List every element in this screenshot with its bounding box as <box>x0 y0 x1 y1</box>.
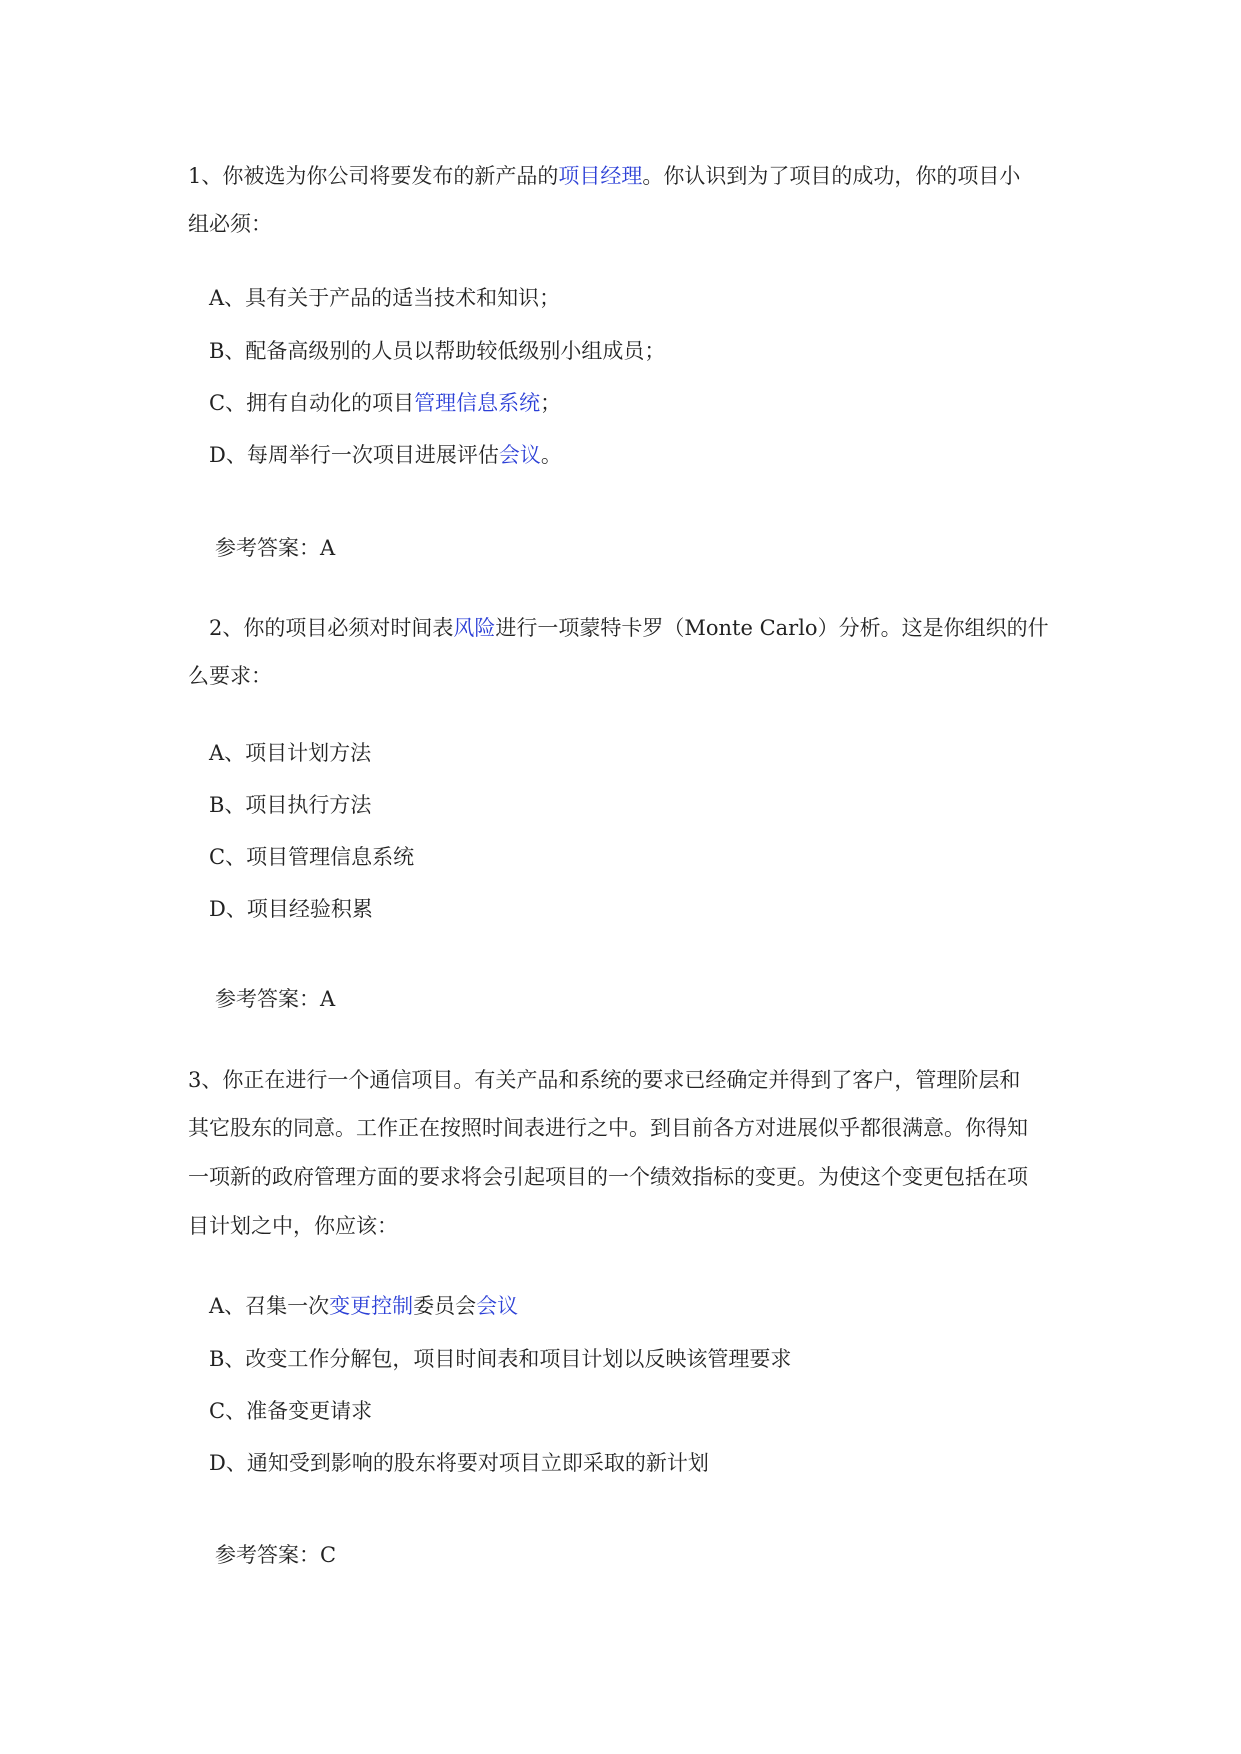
text-run: C、准备变更请求 <box>209 1399 373 1423</box>
text-run: 2、你的项目必须对时间表 <box>209 616 454 640</box>
text-run: B、配备高级别的人员以帮助较低级别小组成员； <box>209 339 666 363</box>
question-3-line-4 <box>188 1212 398 1240</box>
answer-text: 参考答案：C <box>215 1543 337 1567</box>
text-run: 3、你正在进行一个通信项目。有关产品和系统的要求已经确定并得到了客户，管理阶层和 <box>188 1068 1021 1092</box>
text-run: C、拥有自动化的项目 <box>209 391 415 415</box>
question-2-option-b <box>209 791 371 819</box>
question-1-line-1 <box>188 162 1020 190</box>
link-project-manager[interactable]: 项目经理 <box>558 164 643 188</box>
question-2-answer <box>215 985 335 1013</box>
link-change-control[interactable]: 变更控制 <box>329 1294 414 1318</box>
text-run: 么要求： <box>188 664 272 688</box>
question-2-line-1 <box>209 614 1049 642</box>
text-run: D、每周举行一次项目进展评估 <box>209 443 499 467</box>
question-3-option-d <box>209 1449 709 1477</box>
question-2-line-2 <box>188 662 272 690</box>
text-run: 进行一项蒙特卡罗（Monte Carlo）分析。这是你组织的什 <box>495 616 1049 640</box>
text-run: B、改变工作分解包，项目时间表和项目计划以反映该管理要求 <box>209 1347 792 1371</box>
text-run: 1、你被选为你公司将要发布的新产品的 <box>188 164 559 188</box>
link-risk[interactable]: 风险 <box>453 616 496 640</box>
link-mis[interactable]: 管理信息系统 <box>414 391 541 415</box>
question-3-option-c <box>209 1397 372 1425</box>
text-run: C、项目管理信息系统 <box>209 845 415 869</box>
question-3-line-1 <box>188 1066 1020 1094</box>
question-3-line-2 <box>188 1114 1028 1142</box>
text-run: 其它股东的同意。工作正在按照时间表进行之中。到目前各方对进展似乎都很满意。你得知 <box>188 1116 1028 1140</box>
text-run: ； <box>540 391 562 415</box>
question-1-option-c <box>209 389 561 417</box>
answer-text: 参考答案：A <box>215 536 336 560</box>
question-2-option-d <box>209 895 373 923</box>
question-1-option-d <box>209 441 562 469</box>
text-run: 目计划之中，你应该： <box>188 1214 398 1238</box>
text-run: D、通知受到影响的股东将要对项目立即采取的新计划 <box>209 1451 709 1475</box>
question-2-option-c <box>209 843 414 871</box>
text-run: 组必须： <box>188 212 272 236</box>
question-2-option-a <box>209 739 371 767</box>
text-run: 委员会 <box>413 1294 477 1318</box>
link-meeting[interactable]: 会议 <box>498 443 541 467</box>
question-3-option-a <box>209 1292 518 1320</box>
question-3-line-3 <box>188 1163 1028 1191</box>
question-3-option-b <box>209 1345 791 1373</box>
answer-text: 参考答案：A <box>215 987 336 1011</box>
question-1-answer <box>215 534 335 562</box>
question-3-answer <box>215 1541 336 1569</box>
text-run: A、项目计划方法 <box>209 741 372 765</box>
question-1-line-2 <box>188 210 272 238</box>
text-run: B、项目执行方法 <box>209 793 372 817</box>
text-run: A、具有关于产品的适当技术和知识； <box>209 286 561 310</box>
text-run: 。 <box>540 443 562 467</box>
text-run: A、召集一次 <box>209 1294 330 1318</box>
question-1-option-b <box>209 337 665 365</box>
text-run: D、项目经验积累 <box>209 897 373 921</box>
text-run: 。你认识到为了项目的成功，你的项目小 <box>642 164 1021 188</box>
question-1-option-a <box>209 284 560 312</box>
text-run: 一项新的政府管理方面的要求将会引起项目的一个绩效指标的变更。为使这个变更包括在项 <box>188 1165 1028 1189</box>
link-meeting[interactable]: 会议 <box>476 1294 519 1318</box>
